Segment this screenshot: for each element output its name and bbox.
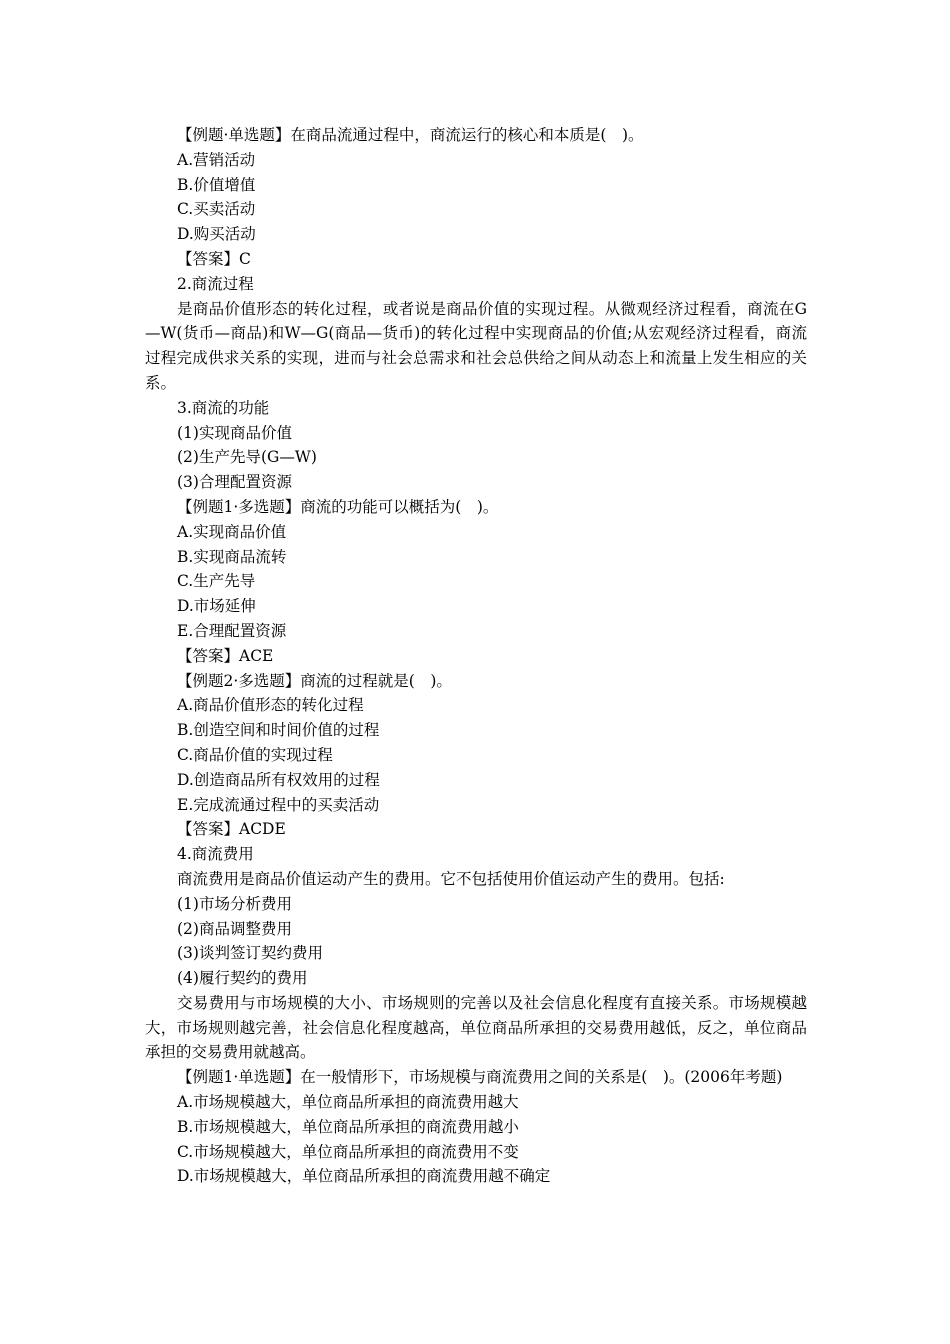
list-item: (2)生产先导(G—W) (177, 448, 317, 467)
option-c: C.商品价值的实现过程 (177, 745, 333, 764)
list-item: (4)履行契约的费用 (177, 969, 308, 988)
option-a: A.营销活动 (177, 150, 256, 169)
option-a: A.市场规模越大，单位商品所承担的商流费用越大 (177, 1093, 519, 1112)
option-c: C.市场规模越大，单位商品所承担的商流费用不变 (177, 1142, 519, 1161)
answer: 【答案】ACDE (177, 820, 286, 839)
section-heading: 4.商流费用 (177, 845, 254, 864)
option-b: B.市场规模越大，单位商品所承担的商流费用越小 (177, 1117, 519, 1136)
section-heading: 3.商流的功能 (177, 398, 270, 417)
option-b: B.实现商品流转 (177, 547, 287, 566)
option-b: B.价值增值 (177, 175, 256, 194)
list-item: (1)市场分析费用 (177, 894, 292, 913)
body-paragraph: 交易费用与市场规模的大小、市场规则的完善以及社会信息化程度有直接关系。市场规模越大，市场规则越完善，社会信息化程度越高，单位商品所承担的交易费用越低，反之，单位商品承担的交易费用就越高。 (145, 993, 807, 1062)
option-a: A.实现商品价值 (177, 522, 287, 541)
question-heading: 【例题1·单选题】在一般情形下，市场规模与商流费用之间的关系是( )。(2006年考题) (177, 1068, 783, 1087)
option-d: D.购买活动 (177, 225, 256, 244)
answer: 【答案】C (177, 249, 251, 268)
list-item: (1)实现商品价值 (177, 423, 292, 442)
body-paragraph: 是商品价值形态的转化过程，或者说是商品价值的实现过程。从微观经济过程看，商流在G—W(货币—商品)和W—G(商品—货币)的转化过程中实现商品的价值;从宏观经济过程看，商流过程完成供求关系的实现，进而与社会总需求和社会总供给之间从动态上和流量上发生相应的关系。 (145, 299, 807, 392)
option-d: D.创造商品所有权效用的过程 (177, 770, 380, 789)
question-heading: 【例题2·多选题】商流的过程就是( )。 (177, 671, 452, 690)
option-c: C.买卖活动 (177, 200, 256, 219)
body-line: 商流费用是商品价值运动产生的费用。它不包括使用价值运动产生的费用。包括: (177, 869, 725, 888)
document-page (145, 123, 807, 1189)
question-heading: 【例题1·多选题】商流的功能可以概括为( )。 (177, 497, 499, 516)
list-item: (3)合理配置资源 (177, 473, 292, 492)
option-a: A.商品价值形态的转化过程 (177, 696, 364, 715)
question-heading: 【例题·单选题】在商品流通过程中，商流运行的核心和本质是( )。 (177, 126, 644, 144)
option-e: E.合理配置资源 (177, 621, 287, 640)
list-item: (3)谈判签订契约费用 (177, 944, 323, 963)
option-d: D.市场延伸 (177, 597, 256, 616)
answer: 【答案】ACE (177, 646, 274, 665)
option-b: B.创造空间和时间价值的过程 (177, 721, 380, 740)
section-heading: 2.商流过程 (177, 274, 254, 293)
list-item: (2)商品调整费用 (177, 919, 292, 938)
option-e: E.完成流通过程中的买卖活动 (177, 795, 380, 814)
option-d: D.市场规模越大，单位商品所承担的商流费用越不确定 (177, 1167, 551, 1186)
option-c: C.生产先导 (177, 572, 256, 591)
